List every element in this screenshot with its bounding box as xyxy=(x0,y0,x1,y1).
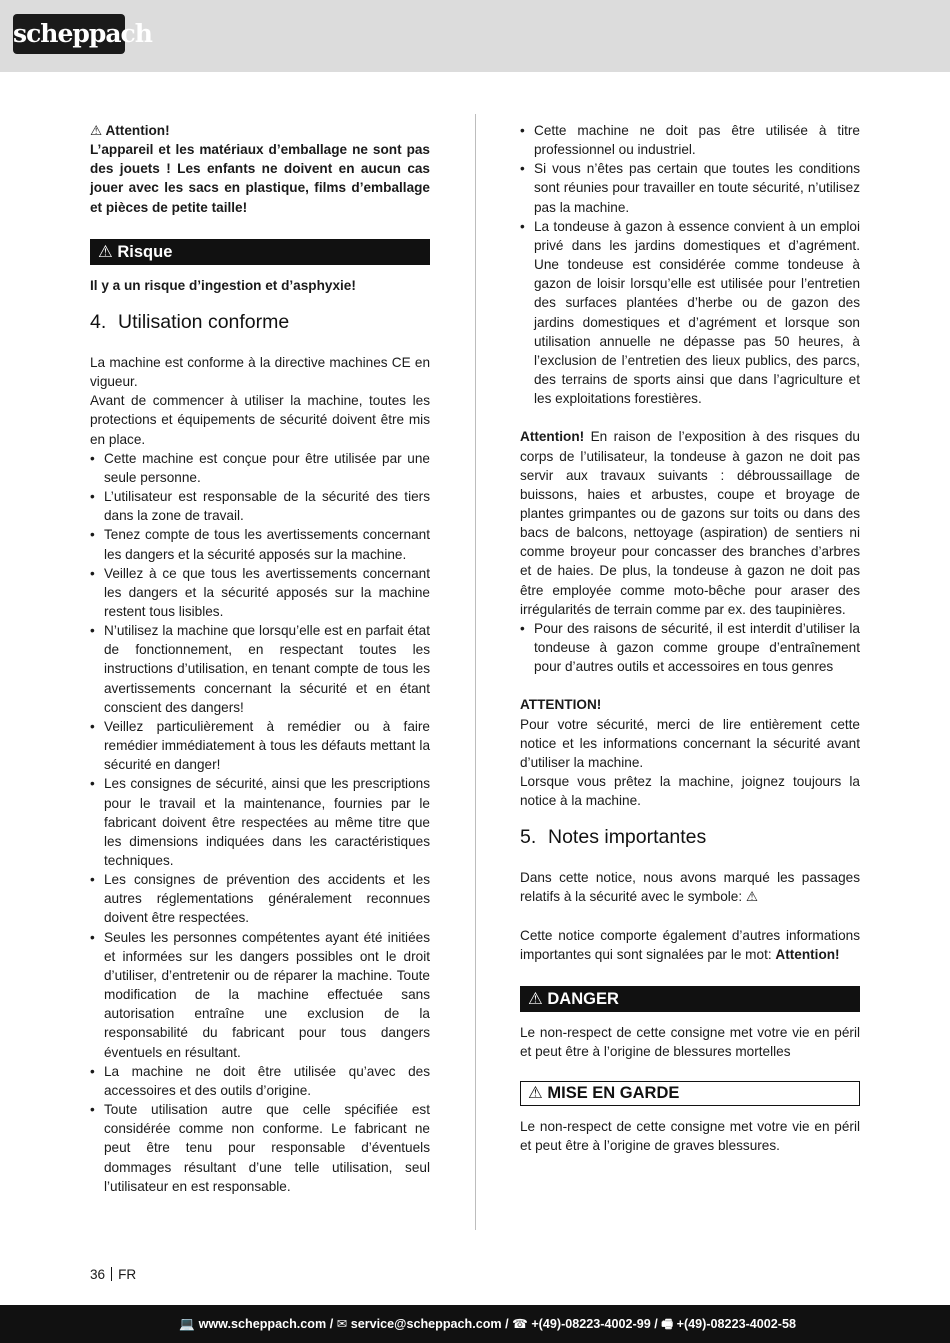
attention-lead: Attention! xyxy=(520,429,585,445)
mise-en-garde-text: Le non-respect de cette consigne met votre vie en péril et peut être à l’origine de graves blessures. xyxy=(520,1119,860,1154)
left-column xyxy=(90,121,430,1196)
list-item: • Toute utilisation autre que celle spécifiée est considérée comme non conforme. Le fabricant ne peut être tenu pour responsable d’éventuels dommages résultant d’une telle utilisation, seul l’utilisateur en est responsable. xyxy=(90,1100,430,1196)
footer-web[interactable]: www.scheppach.com xyxy=(198,1317,327,1331)
footer-contacts xyxy=(179,1305,796,1343)
danger-text: Le non-respect de cette consigne met votre vie en péril et peut être à l’origine de blessures mortelles xyxy=(520,1024,860,1060)
footer-email[interactable]: service@scheppach.com xyxy=(350,1317,502,1331)
usage-bullet-list xyxy=(90,449,430,1196)
list-item: • La tondeuse à gazon à essence convient à un emploi privé dans les jardins domestiques et d’agrément. Une tondeuse est considérée comme tondeuse à gazon de loisir lorsqu’elle est utilisée pour l’entretien des surfaces plantées d’herbe ou de gazon des jardins domestiques et d’agrément et lorsque son utilisation annuelle ne dépasse pas 50 heures, à l’exclusion de l’entretien des lieux publics, des parcs, des terrains de sports ainsi que dans l’agriculture et les exploitations forestières. xyxy=(520,217,860,409)
danger-banner: ⚠ DANGER xyxy=(520,986,860,1012)
section-4-title: Utilisation conforme xyxy=(118,310,290,333)
section-4-heading xyxy=(90,309,430,335)
list-item: • Les consignes de prévention des accidents et les autres réglementations généralement reconnues doivent être respectées. xyxy=(90,870,430,927)
section-5-heading xyxy=(520,824,860,850)
notes-paragraph-2-bold: Attention! xyxy=(775,946,840,962)
footer-separator: / xyxy=(505,1317,513,1331)
page-number-separator xyxy=(111,1267,112,1281)
attention-paragraph xyxy=(520,427,860,619)
notes-paragraph-2-text: Cette notice comporte également d’autres informations importantes qui sont signalées par le mot: xyxy=(520,927,860,962)
section-4-number: 4. xyxy=(90,310,107,333)
footer-separator: / xyxy=(329,1317,337,1331)
list-item: • Seules les personnes compétentes ayant été initiées et informées sur les dangers possibles ont le droit d’utiliser, d’entretenir ou de réparer la machine. Toute modification de la machine effectuée sans autorisation entraîne une exclusion de la responsabilité du fabricant pour tous dangers éventuels en résultant. xyxy=(90,928,430,1062)
computer-icon: 💻 xyxy=(179,1317,196,1331)
brand-logo: scheppach xyxy=(13,14,125,54)
page-footer xyxy=(0,1305,950,1343)
list-item: • L’utilisateur est responsable de la sécurité des tiers dans la zone de travail. xyxy=(90,487,430,525)
risk-banner: ⚠ Risque xyxy=(90,239,430,265)
section-5-title: Notes importantes xyxy=(548,826,707,849)
list-item: • Tenez compte de tous les avertissements concernant les dangers et la sécurité apposés sur la machine. xyxy=(90,525,430,563)
attention-caps-title: ATTENTION! xyxy=(520,697,602,713)
intro-paragraph-1: La machine est conforme à la directive machines CE en vigueur. xyxy=(90,354,430,390)
notes-paragraph-2 xyxy=(520,926,860,964)
fax-icon: 🖷 xyxy=(661,1317,674,1331)
list-item: • Veillez à ce que tous les avertissements concernant les dangers et la sécurité apposés sur la machine restent tous lisibles. xyxy=(90,564,430,621)
footer-phone: +(49)-08223-4002-99 xyxy=(531,1317,651,1331)
attention-text: L’appareil et les matériaux d’emballage ne sont pas des jouets ! Les enfants ne doivent en aucun cas jouer avec les sacs en plastique, films d’emballage et pièces de petite taille! xyxy=(90,142,430,215)
page-language: FR xyxy=(118,1267,137,1282)
intro-paragraph-2: Avant de commencer à utiliser la machine, toutes les protections et équipements de sécurité doivent être mis en place. xyxy=(90,393,430,447)
email-icon: ✉ xyxy=(336,1317,348,1331)
list-item: • Si vous n’êtes pas certain que toutes les conditions sont réunies pour travailler en toute sécurité, n’utilisez pas la machine. xyxy=(520,159,860,216)
restriction-bullet-list xyxy=(520,121,860,408)
list-item: • Veillez particulièrement à remédier ou à faire remédier immédiatement à tous les défauts mettant la sécurité en danger! xyxy=(90,717,430,774)
list-item: • N’utilisez la machine que lorsqu’elle est en parfait état de fonctionnement, en respectant toutes les instructions d’utilisation, en tenant compte de tous les avertissements concernant la sécurité et en étant conscient des dangers! xyxy=(90,621,430,717)
risk-text: Il y a un risque d’ingestion et d’asphyxie! xyxy=(90,277,356,293)
attention-title: ⚠ Attention! xyxy=(90,123,170,138)
list-item: • Pour des raisons de sécurité, il est interdit d’utiliser la tondeuse à gazon comme groupe d’entraînement pour d’autres outils et accessoires en tous genres xyxy=(520,619,860,676)
section-5-number: 5. xyxy=(520,826,537,849)
attention-body: En raison de l’exposition à des risques du corps de l’utilisateur, la tondeuse à gazon ne doit pas servir aux travaux suivants : débroussaillage de buissons, haies et arbustes, coupe et broyage de plantes grimpantes ou de gazons sur toits ou dans des bacs de balcons, nettoyage (aspiration) de sentiers ni comme broyeur pour concasser des branches d’arbres et de haies. De plus, la tondeuse à gazon ne doit pas être employée comme moto-bêche pour araser des irrégularités de terrain comme par ex. des taupinières. xyxy=(520,429,860,617)
safety-bullet-list xyxy=(520,619,860,676)
list-item: • Les consignes de sécurité, ainsi que les prescriptions pour le travail et la maintenance, fournies par le fabricant doivent être respectées au même titre que les dimensions indiquées dans les caractéristiques techniques. xyxy=(90,774,430,870)
attention-caps-text-1: Pour votre sécurité, merci de lire entièrement cette notice et les informations concernant la sécurité avant d’utiliser la machine. xyxy=(520,716,860,770)
mise-en-garde-banner: ⚠ MISE EN GARDE xyxy=(520,1081,860,1106)
attention-caps-text-2: Lorsque vous prêtez la machine, joignez toujours la notice à la machine. xyxy=(520,774,860,809)
right-column xyxy=(520,121,860,1156)
notes-paragraph-1: Dans cette notice, nous avons marqué les passages relatifs à la sécurité avec le symbole: ⚠ xyxy=(520,870,860,905)
page-number-value: 36 xyxy=(90,1267,106,1282)
page-number xyxy=(90,1265,136,1284)
list-item: • Cette machine ne doit pas être utilisée à titre professionnel ou industriel. xyxy=(520,121,860,159)
list-item: • Cette machine est conçue pour être utilisée par une seule personne. xyxy=(90,449,430,487)
footer-separator: / xyxy=(654,1317,662,1331)
list-item: • La machine ne doit être utilisée qu’avec des accessoires et des outils d’origine. xyxy=(90,1062,430,1100)
footer-fax: +(49)-08223-4002-58 xyxy=(676,1317,796,1331)
page-header xyxy=(0,0,950,72)
column-divider xyxy=(475,114,476,1230)
phone-icon: ☎ xyxy=(512,1317,528,1331)
